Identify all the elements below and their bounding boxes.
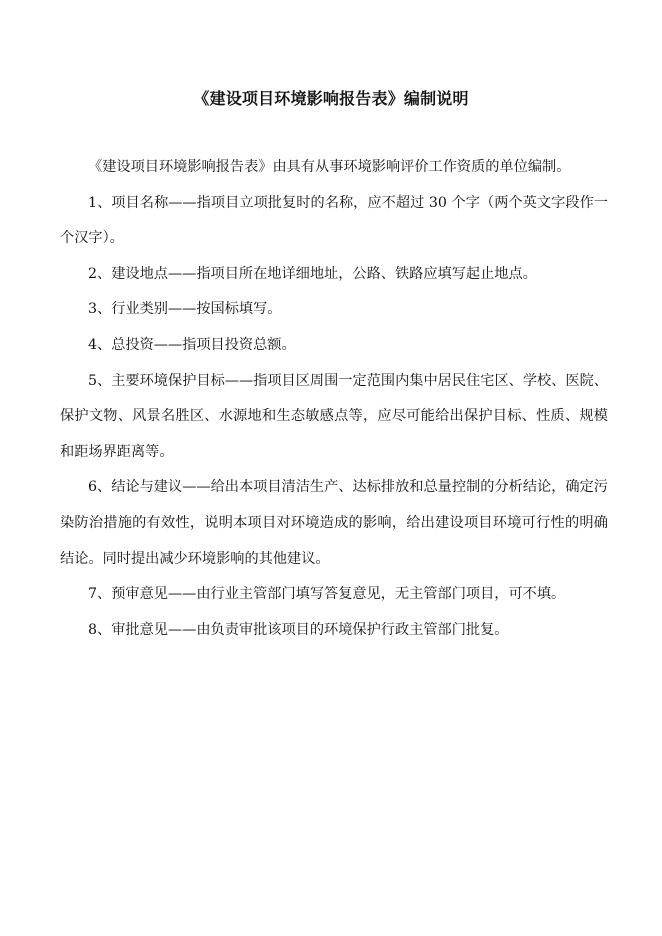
item-total-investment: 4、总投资——指项目投资总额。 — [88, 336, 296, 353]
item-pre-review-opinion: 7、预审意见——由行业主管部门填写答复意见，无主管部门项目，可不填。 — [88, 586, 566, 603]
item-approval-opinion: 8、审批意见——由负责审批该项目的环境保护行政主管部门批复。 — [88, 621, 509, 638]
item-industry-category: 3、行业类别——按国标填写。 — [88, 301, 282, 318]
document-body — [60, 150, 608, 648]
item-construction-site: 2、建设地点——指项目所在地详细地址，公路、铁路应填写起止地点。 — [88, 265, 537, 282]
intro-paragraph: 《建设项目环境影响报告表》由具有从事环境影响评价工作资质的单位编制。 — [88, 159, 571, 175]
document-title: 《建设项目环境影响报告表》编制说明 — [193, 89, 469, 108]
item-protection-targets: 5、主要环境保护目标——指项目区周围一定范围内集中居民住宅区、学校、医院、保护文物、风景名胜区、水源地和生态敏感点等，应尽可能给出保护目标、性质、规模和距场界距离等。 — [60, 372, 608, 460]
item-project-name: 1、项目名称——指项目立项批复时的名称，应不超过 30 个字（两个英文字段作一个汉字）。 — [60, 194, 608, 247]
item-conclusion-suggestions: 6、结论与建议——给出本项目清洁生产、达标排放和总量控制的分析结论，确定污染防治措施的有效性，说明本项目对环境造成的影响，给出建设项目环境可行性的明确结论。同时提出减少环境影响的其他建议。 — [60, 479, 608, 567]
